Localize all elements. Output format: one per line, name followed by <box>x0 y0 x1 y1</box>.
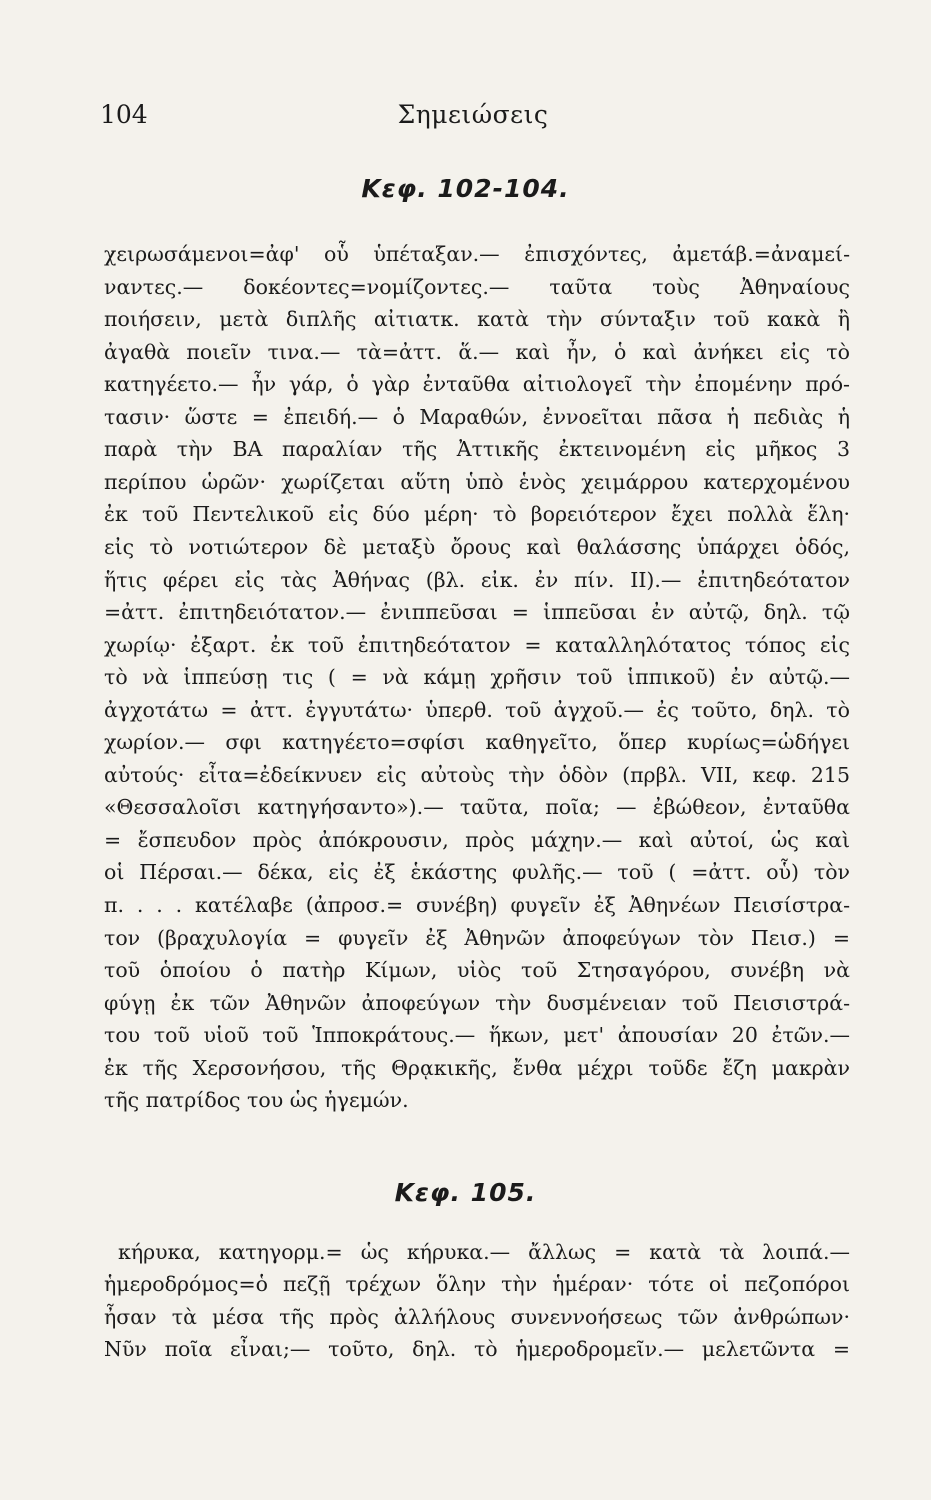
text-line: = ἔσπευδον πρὸς ἀπόκρουσιν, πρὸς μάχην.— καὶ αὐτοί, ὡς καὶ <box>104 827 850 852</box>
running-title: Σημειώσεις <box>397 100 549 129</box>
text-line: ἡμεροδρόμος=ὁ πεζῇ τρέχων ὅλην τὴν ἡμέραν· τότε οἱ πεζοπόροι <box>104 1272 850 1297</box>
text-line: ναντες.— δοκέοντες=νομίζοντες.— ταῦτα τοὺς Ἀθηναίους <box>104 274 850 299</box>
text-line: εἰς τὸ νοτιώτερον δὲ μεταξὺ ὄρους καὶ θαλάσσης ὑπάρχει ὁδός, <box>104 534 850 559</box>
text-line: ἥτις φέρει εἰς τὰς Ἀθήνας (βλ. εἰκ. ἐν πίν. ΙΙ).— ἐπιτηδεότατον <box>104 567 850 592</box>
text-line: χειρωσάμενοι=ἀφ' οὗ ὑπέταξαν.— ἐπισχόντες, ἀμετάβ.=ἀναμεί- <box>104 242 850 266</box>
text-line: Νῦν ποῖα εἶναι;— τοῦτο, δηλ. τὸ ἡμεροδρομεῖν.— μελετῶντα = <box>104 1337 850 1362</box>
text-line: τὸ νὰ ἱππεύσῃ τις ( = νὰ κάμῃ χρῆσιν τοῦ ἱππικοῦ) ἐν αὐτῷ.— <box>104 665 850 690</box>
text-line: τασιν· ὥστε = ἐπειδή.— ὁ Μαραθών, ἐννοεῖται πᾶσα ἡ πεδιὰς ἡ <box>104 404 850 429</box>
text-line: «Θεσσαλοῖσι κατηγήσαντο»).— ταῦτα, ποῖα; — ἐβώθεον, ἐνταῦθα <box>104 795 850 820</box>
text-line: ἦσαν τὰ μέσα τῆς πρὸς ἀλλήλους συνεννοήσεως τῶν ἀνθρώπων· <box>104 1304 850 1329</box>
text-line: τον (βραχυλογία = φυγεῖν ἐξ Ἀθηνῶν ἀποφεύγων τὸν Πεισ.) = <box>104 925 850 950</box>
text-line: ποιήσειν, μετὰ διπλῆς αἰτιατκ. κατὰ τὴν σύνταξιν τοῦ κακὰ ἢ <box>104 307 850 332</box>
text-line: παρὰ τὴν ΒΑ παραλίαν τῆς Ἀττικῆς ἐκτεινομένη εἰς μῆκος 3 <box>104 437 850 462</box>
text-line: οἱ Πέρσαι.— δέκα, εἰς ἐξ ἑκάστης φυλῆς.— τοῦ ( =ἀττ. οὗ) τὸν <box>104 860 850 885</box>
text-line: χωρίον.— σφι κατηγέετο=σφίσι καθηγεῖτο, ὅπερ κυρίως=ὡδήγει <box>104 730 850 755</box>
page-header <box>100 100 846 136</box>
text-line: του τοῦ υἱοῦ τοῦ Ἱπποκράτους.— ἥκων, μετ' ἀπουσίαν 20 ἐτῶν.— <box>104 1023 850 1048</box>
text-line: κατηγέετο.— ἦν γάρ, ὁ γὰρ ἐνταῦθα αἰτιολογεῖ τὴν ἐπομένην πρό- <box>104 372 850 397</box>
text-line: αὐτούς· εἶτα=ἐδείκνυεν εἰς αὐτοὺς τὴν ὁδὸν (πρβλ. VII, κεφ. 215 <box>104 762 850 787</box>
text-line: περίπου ὡρῶν· χωρίζεται αὕτη ὑπὸ ἑνὸς χειμάρρου κατερχομένου <box>104 469 850 494</box>
text-line: π. . . . κατέλαβε (ἀπροσ.= συνέβη) φυγεῖν ἐξ Ἀθηνέων Πεισίστρα- <box>104 893 850 917</box>
text-line: τοῦ ὁποίου ὁ πατὴρ Κίμων, υἱὸς τοῦ Στησαγόρου, συνέβη νὰ <box>104 958 850 983</box>
text-line: ἐκ τῆς Χερσονήσου, τῆς Θρᾳκικῆς, ἔνθα μέχρι τοῦδε ἔζη μακρὰν <box>104 1055 850 1080</box>
text-line: ἐκ τοῦ Πεντελικοῦ εἰς δύο μέρη· τὸ βορειότερον ἔχει πολλὰ ἕλη· <box>104 502 850 527</box>
text-line: χωρίῳ· ἐξαρτ. ἐκ τοῦ ἐπιτηδεότατον = καταλληλότατος τόπος εἰς <box>104 632 850 657</box>
text-line: =ἀττ. ἐπιτηδειότατον.— ἐνιππεῦσαι = ἱππεῦσαι ἐν αὐτῷ, δηλ. τῷ <box>104 600 850 625</box>
section-heading-chapter-105: Κεφ. 105. <box>394 1178 537 1207</box>
text-line: ἀγχοτάτω = ἀττ. ἐγγυτάτω· ὑπερθ. τοῦ ἀγχοῦ.— ἐς τοῦτο, δηλ. τὸ <box>104 697 850 722</box>
text-line: κήρυκα, κατηγορμ.= ὡς κήρυκα.— ἄλλως = κατὰ τὰ λοιπά.— <box>118 1240 850 1264</box>
section-heading-chapter-102-104: Κεφ. 102-104. <box>361 174 570 203</box>
text-line: ἀγαθὰ ποιεῖν τινα.— τὰ=ἀττ. ἅ.— καὶ ἦν, ὁ καὶ ἀνήκει εἰς τὸ <box>104 339 850 364</box>
page-number: 104 <box>100 100 148 129</box>
text-line: φύγῃ ἐκ τῶν Ἀθηνῶν ἀποφεύγων τὴν δυσμένειαν τοῦ Πεισιστρά- <box>104 990 850 1015</box>
text-line: τῆς πατρίδος του ὡς ἡγεμών. <box>104 1088 409 1113</box>
